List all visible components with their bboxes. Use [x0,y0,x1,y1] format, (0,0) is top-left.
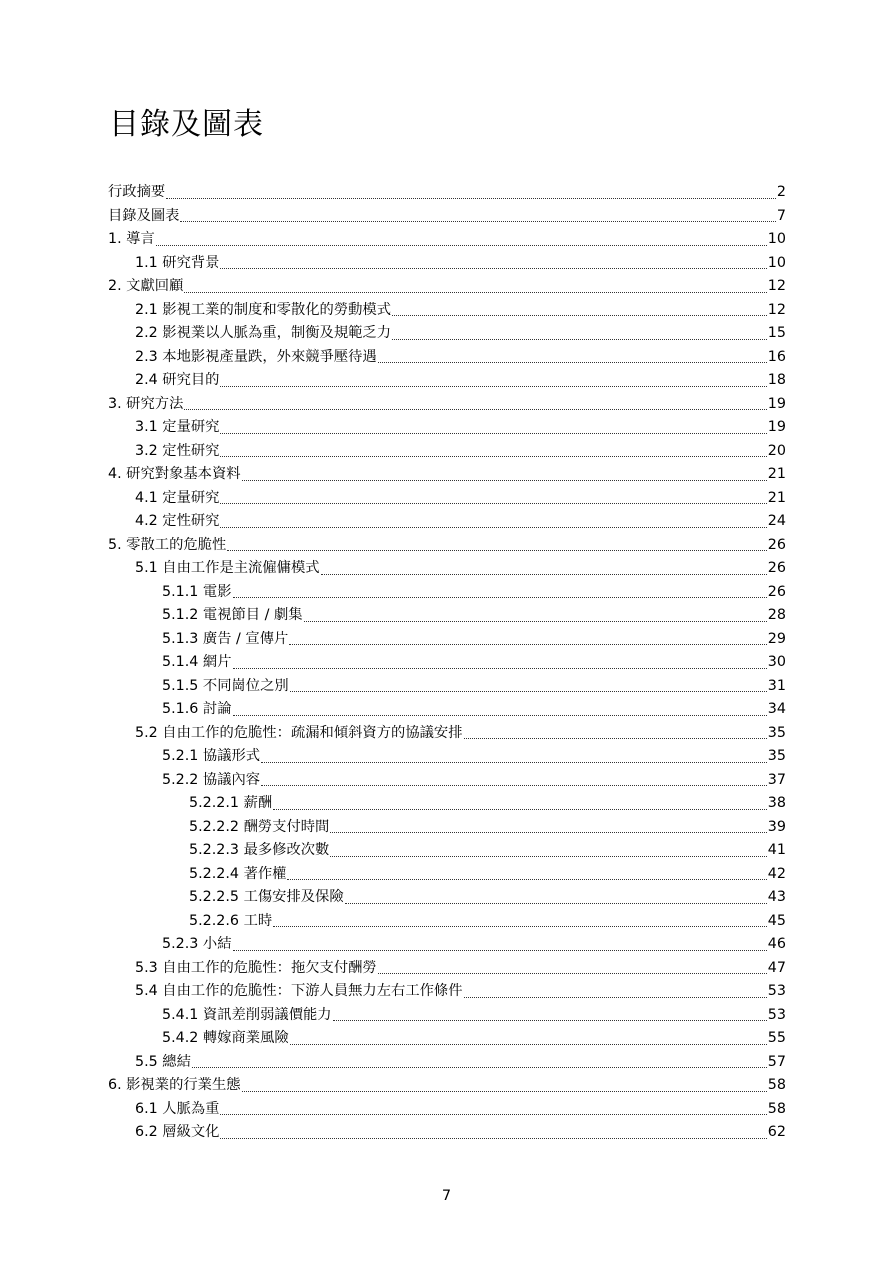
toc-entry-label: 5.4 自由工作的危脆性：下游人員無力左右工作條件 [135,983,463,999]
toc-entry[interactable] [108,792,786,816]
toc-entry[interactable] [108,581,786,605]
toc-entry-label: 4.1 定量研究 [135,489,220,506]
toc-entry-page: 47 [767,959,786,976]
toc-entry-page: 26 [767,583,786,600]
page-title: 目錄及圖表 [109,107,264,142]
toc-entry-page: 29 [767,630,786,647]
toc-entry-page: 57 [767,1053,786,1070]
toc-entry[interactable] [108,416,786,440]
toc-entry-page: 12 [767,278,786,294]
toc-entry-label: 6.1 人脈為重 [135,1100,220,1117]
dot-leader [233,667,767,669]
toc-entry-label: 4.2 定性研究 [135,513,220,529]
toc-entry-label: 5. 零散工的危脆性 [108,536,227,553]
toc-entry-page: 19 [767,419,786,435]
toc-entry[interactable] [108,1074,786,1098]
dot-leader [227,549,767,551]
toc-entry[interactable] [108,745,786,769]
toc-entry-page: 12 [767,301,786,318]
toc-entry-label: 5.1.6 討論 [162,701,232,717]
toc-entry-page: 20 [767,442,786,459]
toc-entry[interactable] [108,1004,786,1028]
toc-entry-page: 43 [767,889,786,905]
toc-entry-page: 7 [776,207,786,224]
dot-leader [261,761,767,763]
toc-entry[interactable] [108,440,786,464]
dot-leader [378,361,767,363]
toc-entry[interactable] [108,933,786,957]
dot-leader [290,1043,767,1045]
dot-leader [220,502,766,504]
dot-leader [233,596,767,598]
dot-leader [289,643,766,645]
toc-entry-label: 5.2.1 協議形式 [162,748,261,764]
dot-leader [220,432,766,434]
toc-entry-label: 5.2.2.2 酬勞支付時間 [189,818,330,835]
dot-leader [330,855,766,857]
toc-entry-label: 5.2.2.5 工傷安排及保險 [189,889,344,905]
toc-entry[interactable] [108,205,786,229]
toc-entry[interactable] [108,839,786,863]
table-of-contents [108,181,786,1145]
toc-entry-label: 4. 研究對象基本資料 [108,466,241,482]
dot-leader [220,526,766,528]
toc-entry-page: 55 [767,1030,786,1046]
dot-leader [233,949,767,951]
toc-entry-label: 3.1 定量研究 [135,419,220,435]
dot-leader [242,1090,767,1092]
toc-entry-label: 5.4.2 轉嫁商業風險 [162,1030,289,1046]
dot-leader [273,925,767,927]
toc-entry-label: 5.1 自由工作是主流僱傭模式 [135,560,320,576]
toc-entry[interactable] [108,369,786,393]
toc-entry-page: 19 [767,395,786,412]
toc-entry-page: 10 [767,254,786,271]
toc-entry-label: 5.2.3 小結 [162,936,232,952]
dot-leader [184,291,766,293]
toc-entry-page: 58 [767,1077,786,1093]
toc-entry-label: 3. 研究方法 [108,395,184,412]
toc-entry[interactable] [108,346,786,370]
toc-entry[interactable] [108,628,786,652]
toc-entry-label: 5.1.2 電視節目 / 劇集 [162,607,303,623]
toc-entry-page: 58 [767,1100,786,1117]
toc-entry[interactable] [108,228,786,252]
toc-entry[interactable] [108,275,786,299]
toc-entry[interactable] [108,1027,786,1051]
dot-leader [392,338,767,340]
toc-entry-page: 24 [767,513,786,529]
toc-entry-page: 37 [767,771,786,788]
toc-entry-label: 5.2.2.3 最多修改次數 [189,842,330,858]
toc-entry-page: 21 [767,489,786,506]
toc-entry[interactable] [108,698,786,722]
toc-entry-page: 18 [767,372,786,388]
toc-entry-label: 5.1.4 網片 [162,654,232,670]
toc-entry[interactable] [108,1121,786,1145]
toc-entry[interactable] [108,510,786,534]
toc-entry[interactable] [108,957,786,981]
toc-entry-page: 53 [767,1006,786,1023]
toc-entry[interactable] [108,980,786,1004]
toc-entry-page: 16 [767,348,786,365]
toc-entry-page: 26 [767,536,786,553]
dot-leader [345,902,767,904]
toc-entry-page: 45 [767,912,786,929]
toc-entry[interactable] [108,651,786,675]
toc-entry-page: 35 [767,724,786,741]
toc-entry-label: 5.5 總結 [135,1053,191,1070]
toc-entry-label: 6.2 層級文化 [135,1124,220,1140]
toc-entry-label: 3.2 定性研究 [135,442,220,459]
toc-entry[interactable] [108,393,786,417]
dot-leader [184,408,766,410]
toc-entry-page: 46 [767,936,786,952]
dot-leader [192,1066,767,1068]
toc-entry[interactable] [108,299,786,323]
toc-entry-page: 42 [767,865,786,882]
toc-entry[interactable] [108,675,786,699]
toc-entry-label: 1. 導言 [108,231,155,247]
dot-leader [220,455,766,457]
toc-entry-page: 30 [767,654,786,670]
toc-entry-label: 2.1 影視工業的制度和零散化的勞動模式 [135,301,392,318]
toc-entry[interactable] [108,816,786,840]
toc-entry-label: 5.2 自由工作的危脆性：疏漏和傾斜資方的協議安排 [135,724,463,741]
toc-entry-label: 5.1.1 電影 [162,583,232,600]
toc-entry[interactable] [108,863,786,887]
dot-leader [166,197,776,199]
dot-leader [233,714,767,716]
dot-leader [290,690,767,692]
toc-entry[interactable] [108,604,786,628]
dot-leader [156,244,767,246]
dot-leader [220,1113,766,1115]
toc-entry-label: 5.3 自由工作的危脆性：拖欠支付酬勞 [135,959,377,976]
toc-entry-page: 28 [767,607,786,623]
dot-leader [220,1137,766,1139]
toc-entry-page: 35 [767,748,786,764]
dot-leader [220,267,766,269]
toc-entry[interactable] [108,722,786,746]
dot-leader [220,385,766,387]
toc-entry-page: 62 [767,1124,786,1140]
dot-leader [464,996,767,998]
dot-leader [273,808,767,810]
dot-leader [287,878,766,880]
toc-entry-page: 10 [767,231,786,247]
toc-entry-label: 5.1.5 不同崗位之別 [162,677,289,694]
toc-entry[interactable] [108,534,786,558]
toc-entry-label: 2.4 研究目的 [135,372,220,388]
toc-entry-label: 2.2 影視業以人脈為重，制衡及規範乏力 [135,325,392,341]
toc-entry-page: 38 [767,795,786,811]
toc-entry-label: 2.3 本地影視產量跌，外來競爭壓待遇 [135,348,377,365]
toc-entry[interactable] [108,322,786,346]
toc-entry-label: 1.1 研究背景 [135,254,220,271]
toc-entry-page: 41 [767,842,786,858]
dot-leader [464,737,767,739]
toc-entry[interactable] [108,1051,786,1075]
page-number: 7 [441,1188,452,1204]
dot-leader [180,220,775,222]
toc-entry-page: 21 [767,466,786,482]
toc-entry-label: 5.4.1 資訊差削弱議價能力 [162,1006,332,1023]
toc-entry[interactable] [108,769,786,793]
toc-entry-page: 53 [767,983,786,999]
toc-entry-page: 2 [776,184,786,200]
toc-entry-page: 34 [767,701,786,717]
toc-entry-page: 39 [767,818,786,835]
toc-entry-label: 行政摘要 [108,184,166,200]
toc-entry-label: 2. 文獻回顧 [108,278,184,294]
dot-leader [242,479,767,481]
toc-entry[interactable] [108,252,786,276]
toc-entry-page: 26 [767,560,786,576]
toc-entry[interactable] [108,1098,786,1122]
toc-entry-label: 5.2.2.6 工時 [189,912,273,929]
toc-entry-page: 31 [767,677,786,694]
toc-entry[interactable] [108,181,786,205]
dot-leader [261,784,767,786]
dot-leader [378,972,767,974]
dot-leader [333,1019,767,1021]
dot-leader [304,620,767,622]
dot-leader [392,314,767,316]
toc-entry-label: 5.2.2.4 著作權 [189,865,287,882]
toc-entry[interactable] [108,487,786,511]
toc-entry-label: 5.2.2.1 薪酬 [189,795,273,811]
dot-leader [330,831,766,833]
toc-entry-label: 6. 影視業的行業生態 [108,1077,241,1093]
toc-entry-label: 5.2.2 協議內容 [162,771,261,788]
toc-entry[interactable] [108,910,786,934]
dot-leader [321,573,767,575]
toc-entry[interactable] [108,886,786,910]
toc-entry[interactable] [108,557,786,581]
toc-entry-label: 5.1.3 廣告 / 宣傳片 [162,630,289,647]
toc-entry-label: 目錄及圖表 [108,207,180,224]
toc-entry-page: 15 [767,325,786,341]
toc-entry[interactable] [108,463,786,487]
